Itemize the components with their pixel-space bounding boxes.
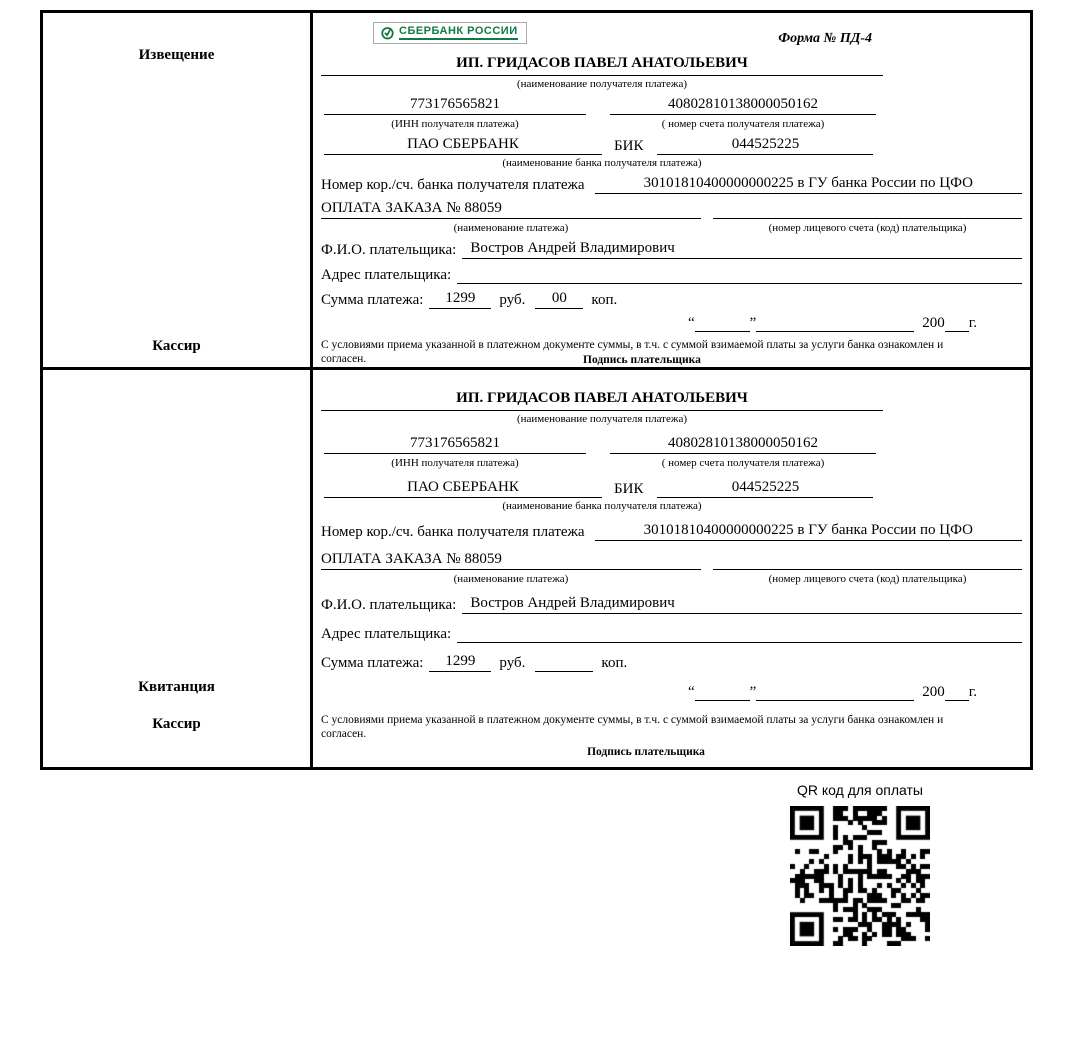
date-year-suffix: г. bbox=[968, 684, 977, 700]
kop-label: коп. bbox=[591, 292, 618, 308]
rub-label: руб. bbox=[499, 292, 526, 308]
inn-account-captions bbox=[321, 116, 1022, 130]
receipt-label: Квитанция bbox=[138, 679, 215, 695]
corr-value: 30101810400000000225 в ГУ банка России по ЦФО bbox=[595, 175, 1022, 194]
form-number-label: Форма № ПД-4 bbox=[778, 31, 872, 46]
account-caption: ( номер счета получателя платежа) bbox=[661, 457, 825, 469]
agreement-block bbox=[321, 713, 1022, 758]
bik-value: 044525225 bbox=[657, 136, 873, 155]
notice-section bbox=[43, 13, 1030, 370]
payment-name-row bbox=[321, 551, 1022, 570]
date-day-line bbox=[695, 682, 750, 701]
notice-side-panel bbox=[43, 13, 313, 367]
payer-name-row bbox=[321, 595, 1022, 614]
payer-address-row bbox=[321, 624, 1022, 643]
corr-account-row bbox=[321, 175, 1022, 194]
bank-name: ПАО СБЕРБАНК bbox=[324, 136, 602, 155]
date-row bbox=[321, 313, 1022, 332]
agreement-text: С условиями приема указанной в платежном документе суммы, в т.ч. с суммой взимаемой платы за услуги банка ознакомлен и согласен. bbox=[321, 339, 944, 365]
payment-captions-row bbox=[321, 571, 1022, 585]
date-quote-open: “ bbox=[687, 684, 695, 700]
corr-account-row bbox=[321, 522, 1022, 541]
inn-value: 773176565821 bbox=[324, 96, 586, 115]
recipient-name: ИП. ГРИДАСОВ ПАВЕЛ АНАТОЛЬЕВИЧ bbox=[321, 55, 883, 76]
payer-name-value: Востров Андрей Владимирович bbox=[462, 595, 1022, 614]
corr-value: 30101810400000000225 в ГУ банка России по ЦФО bbox=[595, 522, 1022, 541]
agreement-block bbox=[321, 338, 1022, 366]
amount-rub-value: 1299 bbox=[429, 653, 491, 672]
personal-account-caption: (номер лицевого счета (код) плательщика) bbox=[768, 573, 967, 585]
amount-kop-value: 00 bbox=[535, 290, 583, 309]
payer-address-row bbox=[321, 265, 1022, 284]
date-month-line bbox=[756, 682, 914, 701]
recipient-name: ИП. ГРИДАСОВ ПАВЕЛ АНАТОЛЬЕВИЧ bbox=[321, 390, 883, 411]
amount-row bbox=[321, 290, 1022, 309]
payment-name-row bbox=[321, 200, 1022, 219]
date-year-text: 200 bbox=[922, 684, 945, 700]
qr-label: QR код для оплаты bbox=[796, 782, 923, 798]
recipient-caption: (наименование получателя платежа) bbox=[516, 78, 688, 90]
inn-caption: (ИНН получателя платежа) bbox=[391, 118, 519, 130]
personal-account-line bbox=[713, 551, 1022, 570]
bik-value: 044525225 bbox=[657, 479, 873, 498]
payer-name-label: Ф.И.О. плательщика: bbox=[321, 597, 457, 613]
payer-address-line bbox=[457, 624, 1022, 643]
agreement-text: С условиями приема указанной в платежном документе суммы, в т.ч. с суммой взимаемой платы за услуги банка ознакомлен и согласен. bbox=[321, 714, 944, 740]
payment-captions-row bbox=[321, 220, 1022, 234]
recipient-caption: (наименование получателя платежа) bbox=[516, 413, 688, 425]
date-quote-close: ” bbox=[749, 315, 757, 331]
notice-content bbox=[313, 13, 1030, 367]
bik-label: БИК bbox=[614, 138, 644, 154]
bank-caption: (наименование банка получателя платежа) bbox=[502, 500, 702, 512]
notice-header bbox=[321, 19, 1022, 55]
payer-signature-label: Подпись плательщика bbox=[587, 746, 705, 758]
date-quote-open: “ bbox=[687, 315, 695, 331]
personal-account-line bbox=[713, 200, 1022, 219]
corr-label: Номер кор./сч. банка получателя платежа bbox=[321, 177, 585, 193]
qr-section bbox=[765, 782, 955, 946]
inn-account-captions bbox=[321, 455, 1022, 469]
payer-name-label: Ф.И.О. плательщика: bbox=[321, 242, 457, 258]
amount-row bbox=[321, 653, 1022, 672]
qr-code bbox=[790, 806, 930, 946]
payer-address-line bbox=[457, 265, 1022, 284]
payer-name-row bbox=[321, 240, 1022, 259]
payment-name: ОПЛАТА ЗАКАЗА № 88059 bbox=[321, 200, 701, 219]
inn-account-row bbox=[321, 435, 1022, 454]
bank-row bbox=[321, 479, 1022, 498]
date-day-line bbox=[695, 313, 750, 332]
payer-name-value: Востров Андрей Владимирович bbox=[462, 240, 1022, 259]
date-month-line bbox=[756, 313, 914, 332]
account-value: 40802810138000050162 bbox=[610, 96, 876, 115]
amount-label: Сумма платежа: bbox=[321, 292, 424, 308]
date-year-text: 200 bbox=[922, 315, 945, 331]
bank-name: ПАО СБЕРБАНК bbox=[324, 479, 602, 498]
notice-label: Извещение bbox=[138, 47, 215, 63]
cashier-label: Кассир bbox=[152, 716, 201, 732]
date-row bbox=[321, 682, 1022, 701]
bank-caption: (наименование банка получателя платежа) bbox=[502, 157, 702, 169]
date-year-line bbox=[945, 313, 969, 332]
personal-account-caption: (номер лицевого счета (код) плательщика) bbox=[768, 222, 967, 234]
inn-account-row bbox=[321, 96, 1022, 115]
payer-address-label: Адрес плательщика: bbox=[321, 626, 452, 642]
payment-name: ОПЛАТА ЗАКАЗА № 88059 bbox=[321, 551, 701, 570]
bank-row bbox=[321, 136, 1022, 155]
inn-value: 773176565821 bbox=[324, 435, 586, 454]
payment-caption: (наименование платежа) bbox=[453, 222, 569, 234]
receipt-section bbox=[43, 370, 1030, 767]
date-year-suffix: г. bbox=[968, 315, 977, 331]
account-value: 40802810138000050162 bbox=[610, 435, 876, 454]
cashier-label: Кассир bbox=[152, 338, 201, 354]
sberbank-logo bbox=[373, 22, 527, 44]
receipt-side-panel bbox=[43, 370, 313, 767]
date-quote-close: ” bbox=[749, 684, 757, 700]
payer-address-label: Адрес плательщика: bbox=[321, 267, 452, 283]
bank-logo-text: СБЕРБАНК РОССИИ bbox=[399, 25, 518, 40]
date-year-line bbox=[945, 682, 969, 701]
receipt-content bbox=[313, 370, 1030, 767]
payment-caption: (наименование платежа) bbox=[453, 573, 569, 585]
account-caption: ( номер счета получателя платежа) bbox=[661, 118, 825, 130]
amount-label: Сумма платежа: bbox=[321, 655, 424, 671]
sberbank-logo-icon bbox=[380, 25, 395, 40]
payer-signature-label: Подпись плательщика bbox=[583, 354, 701, 366]
inn-caption: (ИНН получателя платежа) bbox=[391, 457, 519, 469]
kop-label: коп. bbox=[601, 655, 628, 671]
payment-form-pd4 bbox=[40, 10, 1033, 770]
amount-rub-value: 1299 bbox=[429, 290, 491, 309]
bik-label: БИК bbox=[614, 481, 644, 497]
rub-label: руб. bbox=[499, 655, 526, 671]
amount-kop-value bbox=[535, 653, 593, 672]
corr-label: Номер кор./сч. банка получателя платежа bbox=[321, 524, 585, 540]
